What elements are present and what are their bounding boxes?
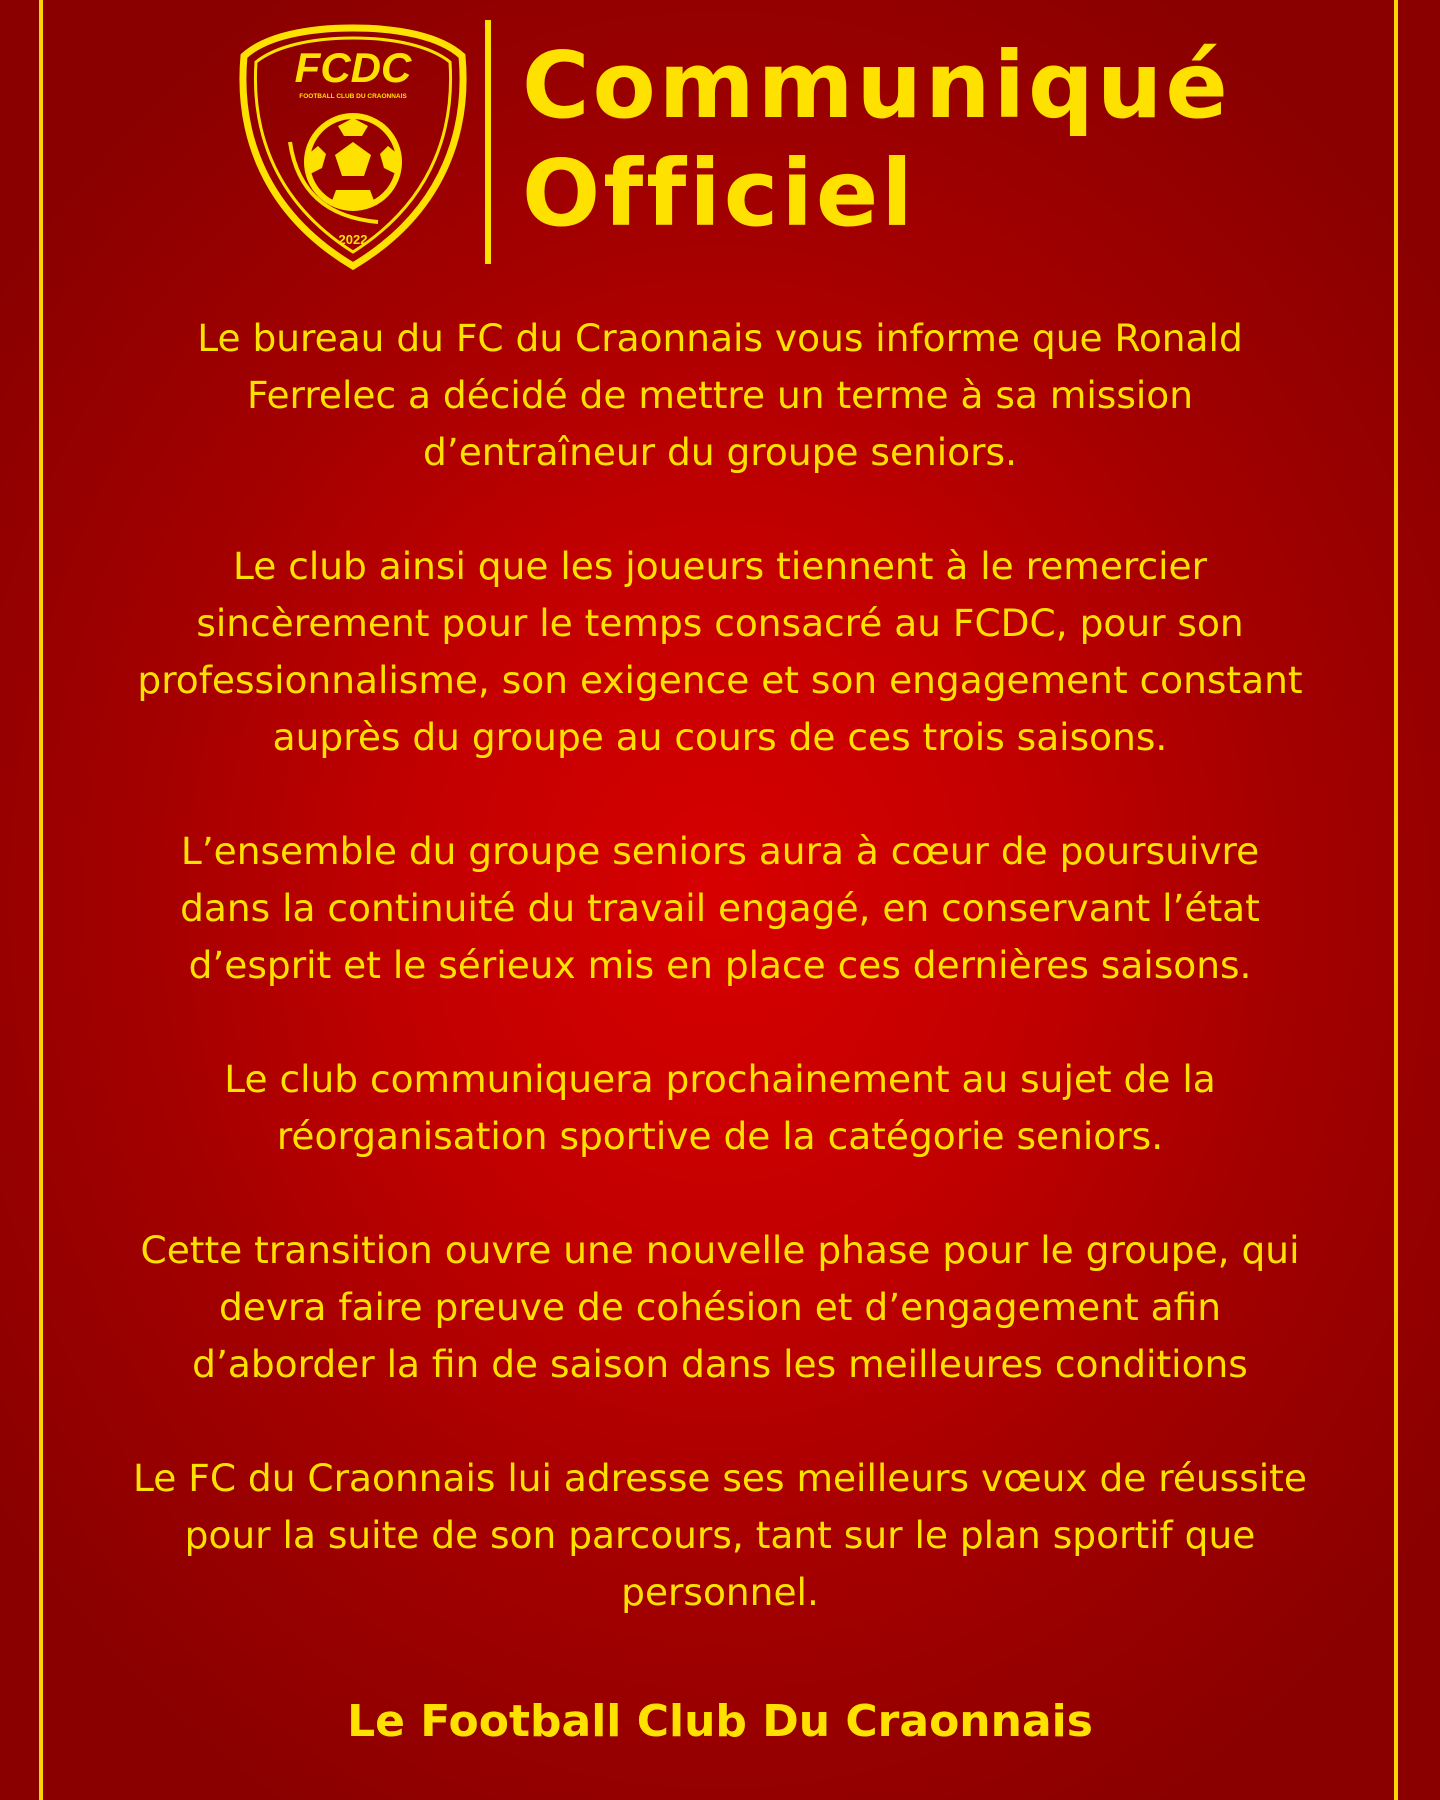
paragraph-line: auprès du groupe au cours de ces trois saisons. xyxy=(272,715,1168,759)
paragraph-6 xyxy=(60,1450,1380,1621)
paragraph-line: Le bureau du FC du Craonnais vous informe que Ronald xyxy=(197,316,1243,360)
paragraph-line: d’esprit et le sérieux mis en place ces dernières saisons. xyxy=(188,943,1252,987)
header xyxy=(0,18,1440,268)
logo-text: FCDC xyxy=(294,44,412,91)
paragraph-line: dans la continuité du travail engagé, en conservant l’état xyxy=(180,886,1260,930)
communique-body xyxy=(60,310,1380,1678)
header-divider xyxy=(485,20,491,264)
paragraph-3 xyxy=(60,823,1380,994)
paragraph-line: Ferrelec a décidé de mettre un terme à sa mission xyxy=(246,373,1194,417)
paragraph-line: Cette transition ouvre une nouvelle phase pour le groupe, qui xyxy=(140,1228,1300,1272)
paragraph-line: Le FC du Craonnais lui adresse ses meilleurs vœux de réussite xyxy=(133,1456,1307,1500)
title-line-2: Officiel xyxy=(522,140,916,247)
page-title xyxy=(522,32,1231,248)
paragraph-line: Le club communiquera prochainement au sujet de la xyxy=(224,1057,1216,1101)
logo-subtitle: FOOTBALL CLUB DU CRAONNAIS xyxy=(299,93,407,100)
paragraph-line: Le club ainsi que les joueurs tiennent à le remercier xyxy=(232,544,1208,588)
paragraph-line: pour la suite de son parcours, tant sur le plan sportif que xyxy=(184,1513,1256,1557)
paragraph-5 xyxy=(60,1222,1380,1393)
title-line-1: Communiqué xyxy=(522,32,1231,139)
football-club-crest-logo xyxy=(238,22,468,270)
paragraph-line: devra faire preuve de cohésion et d’engagement afin xyxy=(218,1285,1222,1329)
paragraph-2 xyxy=(60,538,1380,766)
logo-year: 2022 xyxy=(338,232,368,247)
paragraph-line: d’aborder la fin de saison dans les meilleures conditions xyxy=(192,1342,1248,1386)
paragraph-line: L’ensemble du groupe seniors aura à cœur de poursuivre xyxy=(180,829,1260,873)
frame-line-right xyxy=(1394,0,1398,1800)
paragraph-4 xyxy=(60,1051,1380,1165)
paragraph-line: personnel. xyxy=(621,1570,819,1614)
paragraph-1 xyxy=(60,310,1380,481)
paragraph-line: professionnalisme, son exigence et son engagement constant xyxy=(137,658,1303,702)
frame-line-left xyxy=(39,0,43,1800)
paragraph-line: réorganisation sportive de la catégorie seniors. xyxy=(276,1114,1164,1158)
paragraph-line: d’entraîneur du groupe seniors. xyxy=(422,430,1018,474)
signature: Le Football Club Du Craonnais xyxy=(347,1696,1093,1747)
paragraph-line: sincèrement pour le temps consacré au FCDC, pour son xyxy=(196,601,1244,645)
